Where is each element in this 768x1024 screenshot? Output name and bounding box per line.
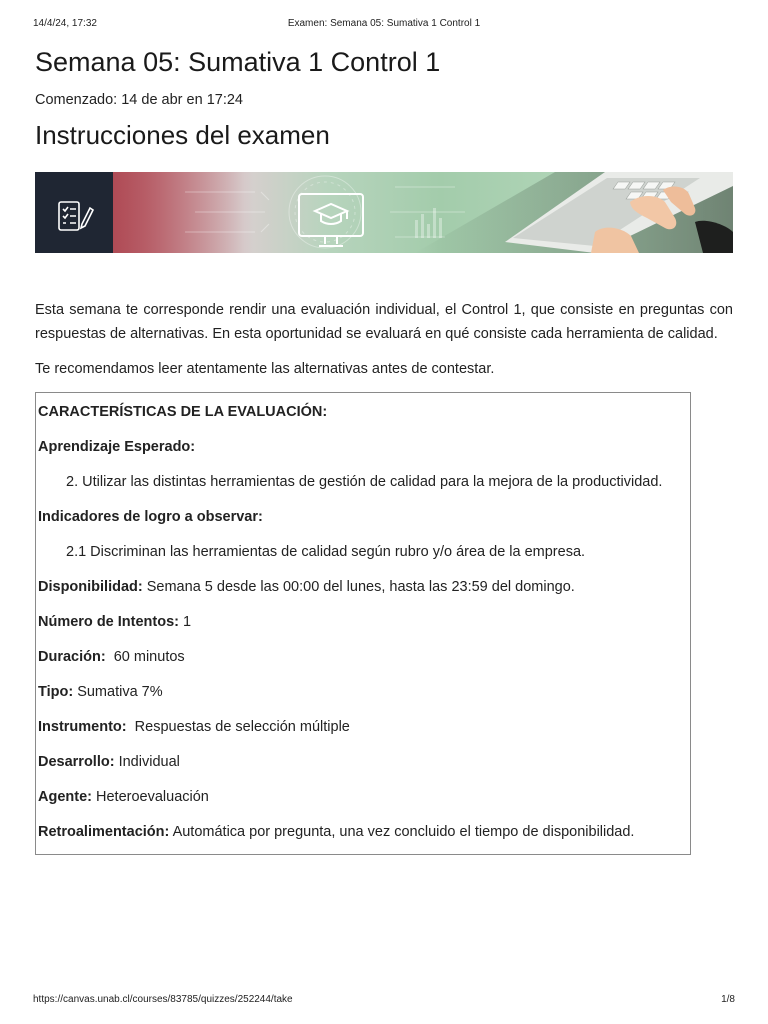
agent-row: Agente: Heteroevaluación xyxy=(38,789,209,805)
quiz-content xyxy=(35,44,733,855)
type-row: Tipo: Sumativa 7% xyxy=(38,684,163,700)
learning-outcome-item: 2. Utilizar las distintas herramientas de gestión de calidad para la mejora de la productividad. xyxy=(66,474,663,490)
details-heading: CARACTERÍSTICAS DE LA EVALUACIÓN: xyxy=(38,404,328,420)
print-header xyxy=(33,18,735,32)
attempts-row: Número de Intentos: 1 xyxy=(38,614,192,630)
indicators-item: 2.1 Discriminan las herramientas de calidad según rubro y/o área de la empresa. xyxy=(66,544,586,560)
graduation-cap-icon xyxy=(285,178,385,259)
instructions-paragraph-2: Te recomendamos leer atentamente las alternativas antes de contestar. xyxy=(35,361,495,377)
evaluation-details-box xyxy=(35,392,691,855)
learning-outcome-label: Aprendizaje Esperado: xyxy=(38,439,196,455)
availability-row: Disponibilidad: Semana 5 desde las 00:00 del lunes, hasta las 23:59 del domingo. xyxy=(38,579,575,595)
instructions-paragraph-1: Esta semana te corresponde rendir una evaluación individual, el Control 1, que consiste en preguntas con respuestas de alternativas. En esta oportunidad se evaluará en qué consiste cada herramienta de calidad. xyxy=(35,302,733,342)
indicators-label: Indicadores de logro a observar: xyxy=(38,509,263,525)
instructions-heading: Instrucciones del examen xyxy=(35,120,330,150)
print-page-title: Examen: Semana 05: Sumativa 1 Control 1 xyxy=(287,18,481,29)
print-footer xyxy=(33,994,735,1008)
instrument-row: Instrumento: Respuestas de selección múltiple xyxy=(38,719,350,735)
duration-row: Duración: 60 minutos xyxy=(38,649,185,665)
development-row: Desarrollo: Individual xyxy=(38,754,180,770)
quiz-title: Semana 05: Sumativa 1 Control 1 xyxy=(35,47,441,77)
print-datetime: 14/4/24, 17:32 xyxy=(33,18,97,29)
page-number: 1/8 xyxy=(721,994,735,1005)
page-url: https://canvas.unab.cl/courses/83785/quizzes/252244/take xyxy=(33,994,293,1005)
checklist-pencil-icon xyxy=(35,178,113,259)
feedback-row: Retroalimentación: Automática por pregunta, una vez concluido el tiempo de disponibilidad. xyxy=(38,824,635,840)
started-timestamp: Comenzado: 14 de abr en 17:24 xyxy=(35,92,243,108)
